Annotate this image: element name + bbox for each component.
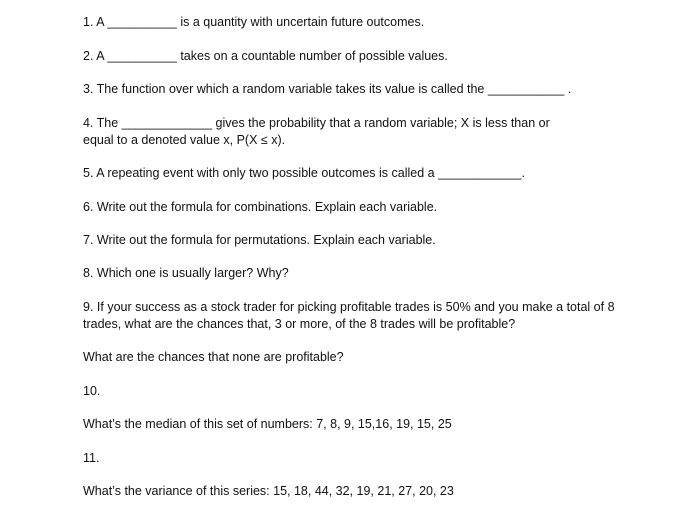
question-11-number: 11. [83,451,100,465]
question-11: What’s the variance of this series: 15, 18, 44, 32, 19, 21, 27, 20, 23 [83,484,454,498]
question-3: 3. The function over which a random variable takes its value is called the ___________ . [83,82,572,96]
question-9-line-1: 9. If your success as a stock trader for picking profitable trades is 50% and you make a total of 8 [83,300,615,314]
question-5: 5. A repeating event with only two possible outcomes is called a ____________. [83,166,525,180]
question-8: 8. Which one is usually larger? Why? [83,266,289,280]
question-10-number: 10. [83,384,101,398]
question-6: 6. Write out the formula for combinations. Explain each variable. [83,200,438,214]
question-4-line-1: 4. The _____________ gives the probability that a random variable; X is less than or [83,116,550,130]
question-4-line-2: equal to a denoted value x, P(X ≤ x). [83,133,286,147]
question-2: 2. A __________ takes on a countable number of possible values. [83,49,448,63]
question-7: 7. Write out the formula for permutations. Explain each variable. [83,233,436,247]
question-9-followup: What are the chances that none are profitable? [83,350,344,364]
question-1: 1. A __________ is a quantity with uncertain future outcomes. [83,15,425,29]
question-10: What’s the median of this set of numbers: 7, 8, 9, 15,16, 19, 15, 25 [83,417,452,431]
question-9-line-2: trades, what are the chances that, 3 or more, of the 8 trades will be profitable? [83,317,516,331]
